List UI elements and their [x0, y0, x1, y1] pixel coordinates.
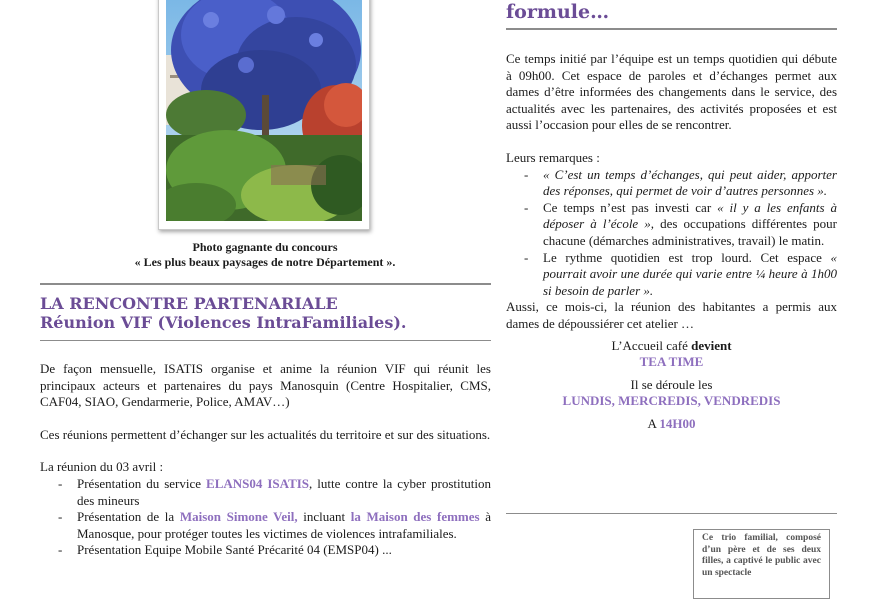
- garden-photo-image: [166, 0, 362, 221]
- section-title-line2: Réunion VIF (Violences IntraFamiliales).: [40, 313, 407, 332]
- section-top-rule: [40, 283, 491, 285]
- photo-caption-line1: Photo gagnante du concours: [192, 240, 338, 254]
- right-bottom-rule: [506, 513, 837, 514]
- list-item: - Ce temps n’est pas investi car « il y a les enfants à déposer à l’école », des occupations différentes pour chacune (démarches administratives, travail) le matin.: [506, 200, 837, 250]
- cafe-line: L’Accueil café devient: [611, 337, 732, 353]
- contest-photo: [158, 0, 370, 230]
- section-title-line1: LA RENCONTRE PARTENARIALE: [40, 294, 338, 313]
- list-item: - Présentation de la Maison Simone Veil, incluant la Maison des femmes à Manosque, pour protéger toutes les victimes de violences intrafamiliales.: [40, 509, 491, 542]
- schedule-days: LUNDIS, MERCREDIS, VENDREDIS: [562, 393, 781, 409]
- maison-des-femmes-highlight: la Maison des femmes: [350, 509, 480, 525]
- right-article-body: [506, 51, 837, 432]
- sidebar-box-text: Ce trio familial, composé d’un père et de ses deux filles, a captivé le public avec un spectacle: [702, 533, 821, 579]
- tea-time-label: TEA TIME: [639, 354, 704, 370]
- remarks-intro: Leurs remarques :: [506, 149, 600, 165]
- list-item: - Présentation Equipe Mobile Santé Précarité 04 (EMSP04) ...: [40, 542, 491, 559]
- daily-meeting-paragraph: Ce temps initié par l’équipe est un temps quotidien qui débute à 09h00. Cet espace de paroles et d’échanges permet aux dames d’être informées des changements dans le service, des actualités avec les partenaires, des activités proposées et est aussi l’occasion pour elles de se rencontrer.: [506, 51, 837, 133]
- maison-simone-veil-highlight: Maison Simone Veil,: [179, 509, 298, 525]
- workshop-paragraph: Aussi, ce mois-ci, la réunion des habitantes a permis aux dames de dépoussiérer cet atelier …: [506, 299, 837, 331]
- section-bottom-rule: [40, 340, 491, 341]
- elans-highlight: ELANS04 ISATIS: [206, 475, 310, 491]
- sidebar-box: [693, 529, 830, 599]
- photo-caption: [40, 240, 490, 270]
- meeting-intro: La réunion du 03 avril :: [40, 459, 164, 475]
- list-item: - Le rythme quotidien est trop lourd. Cet espace « pourrait avoir une durée qui varie entre ¼ heure à 1h00 si besoin de parler ».: [506, 250, 837, 300]
- schedule-intro: Il se déroule les: [630, 376, 713, 392]
- vif-intro-paragraph: De façon mensuelle, ISATIS organise et anime la réunion VIF qui réunit les principaux acteurs et partenaires du pays Manosquin (Centre Hospitalier, CMS, CAF04, SIAO, Gendarmerie, Police, AMAV…): [40, 361, 491, 410]
- remarks-list: [506, 167, 837, 300]
- list-item: - Présentation du service ELANS04 ISATIS, lutte contre la cyber prostitution des mineurs: [40, 476, 491, 509]
- photo-caption-line2: « Les plus beaux paysages de notre Département ».: [134, 255, 396, 269]
- right-title-tail: formule…: [506, 1, 610, 23]
- schedule-time: A 14H00: [647, 415, 696, 431]
- section-title: [40, 294, 491, 332]
- meeting-agenda-list: [40, 476, 491, 559]
- vif-purpose-paragraph: Ces réunions permettent d’échanger sur les actualités du territoire et sur des situations.: [40, 426, 491, 442]
- left-article-body: [40, 361, 491, 559]
- right-title-rule: [506, 28, 837, 30]
- list-item: - « C’est un temps d’échanges, qui peut aider, apporter des réponses, qui permet de voir d’autres personnes ».: [506, 167, 837, 200]
